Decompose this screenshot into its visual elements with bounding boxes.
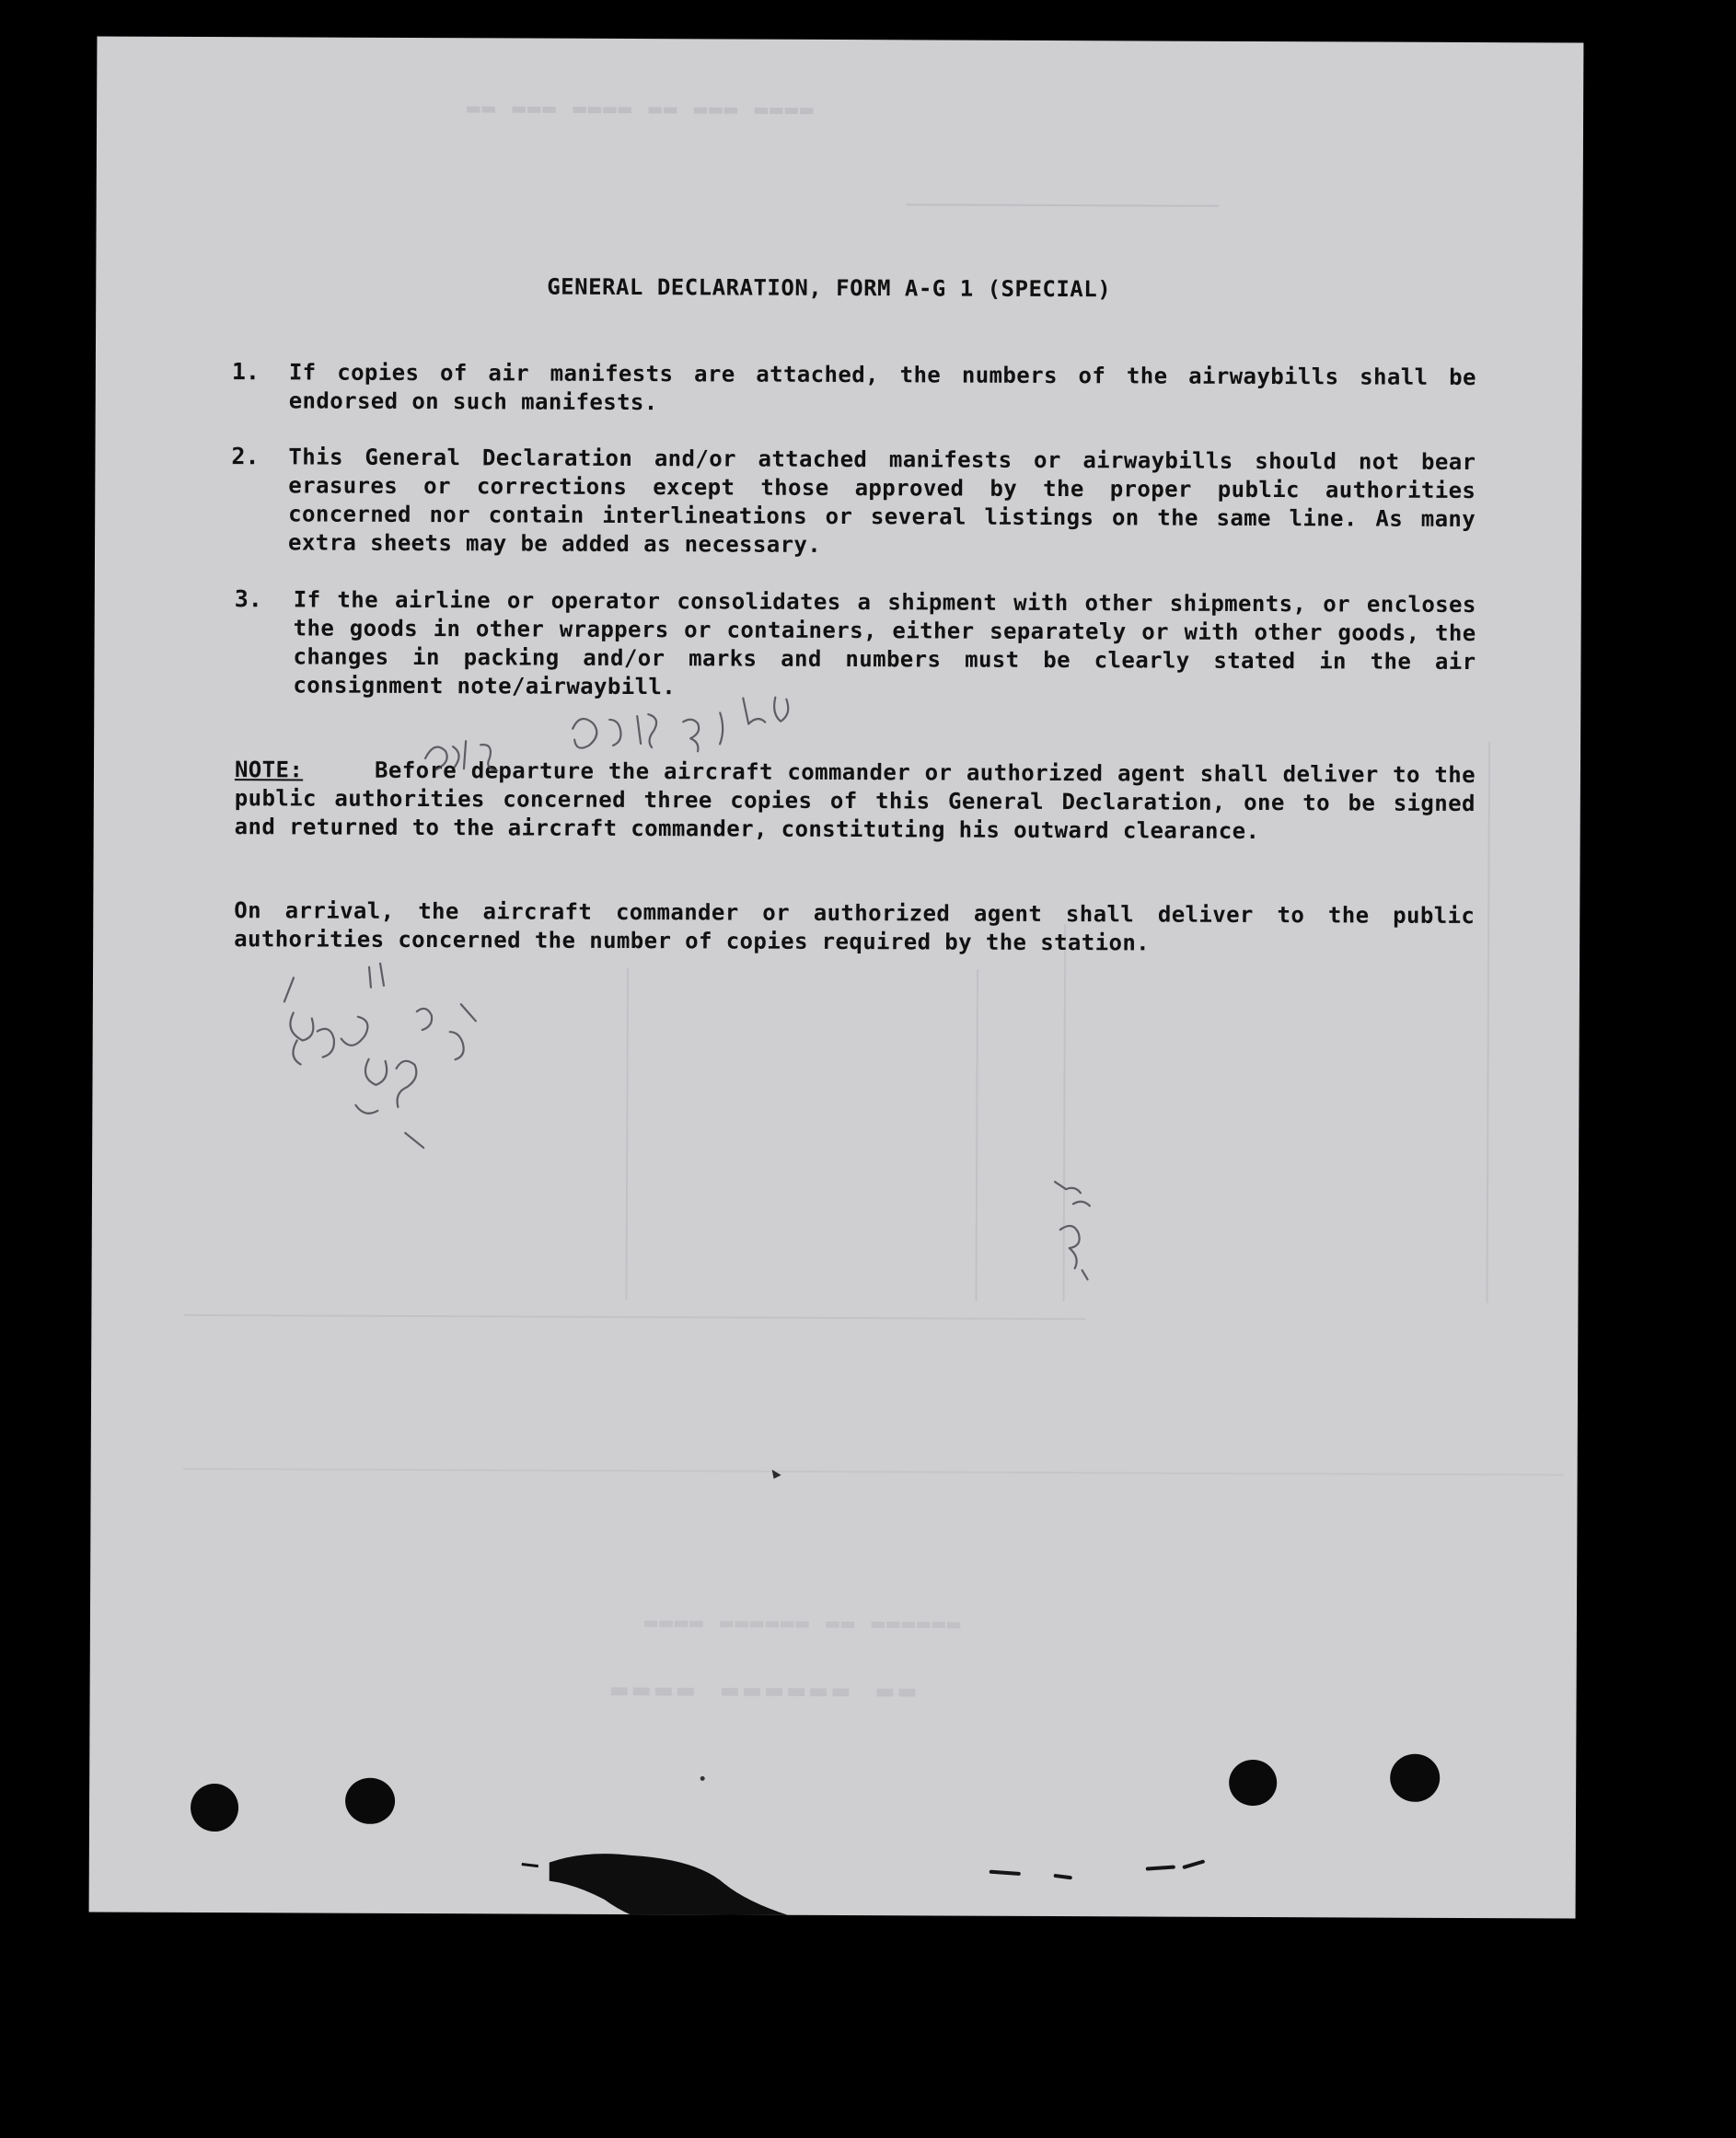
bleed-through-text: ▬▬ ▬▬▬▬▬▬ ▬▬▬▬ bbox=[605, 1676, 916, 1711]
page-title: GENERAL DECLARATION, FORM A-G 1 (SPECIAL) bbox=[547, 273, 1112, 303]
bleed-through-rule bbox=[183, 1468, 1564, 1476]
bleed-through-text: ▬▬▬▬ ▬▬▬ ▬▬ ▬▬▬▬ ▬▬▬ ▬▬ bbox=[465, 95, 814, 122]
bleed-through-rule bbox=[975, 970, 978, 1301]
arrival-paragraph: On arrival, the aircraft commander or authorized agent shall deliver to the public authorities concerned the number of copies required by the station. bbox=[234, 897, 1476, 956]
item-text: If copies of air manifests are attached, the numbers of the airwaybills shall be endorsed on such manifests. bbox=[288, 359, 1476, 416]
punch-hole bbox=[345, 1778, 395, 1824]
bleed-through-rule bbox=[907, 203, 1220, 206]
bleed-through-rule bbox=[183, 1314, 1085, 1320]
punch-hole bbox=[1229, 1760, 1277, 1806]
bleed-through-rule bbox=[1062, 924, 1066, 1301]
note-text: Before departure the aircraft commander or authorized agent shall deliver to the public authorities concerned three copies of this General Declaration, one to be signed and returned to the aircraft commander, constituting his outward clearance. bbox=[234, 757, 1476, 845]
bleed-through-text: ▬▬▬▬▬▬ ▬▬ ▬▬▬▬▬▬ ▬▬▬▬ bbox=[642, 1612, 961, 1640]
item-number: 1. bbox=[231, 358, 260, 386]
punch-hole bbox=[1390, 1754, 1440, 1802]
item-number: 2. bbox=[231, 443, 260, 470]
bleed-through-rule bbox=[1486, 742, 1490, 1303]
punch-hole bbox=[191, 1784, 238, 1832]
item-number: 3. bbox=[234, 585, 262, 613]
bleed-through-rule bbox=[625, 968, 629, 1300]
note-paragraph bbox=[235, 756, 1476, 847]
document-page bbox=[89, 36, 1584, 1918]
note-label: NOTE: bbox=[234, 757, 304, 783]
item-text: This General Declaration and/or attached manifests or airwaybills should not bear erasures or corrections except those approved by the proper public authorities concerned nor contain interlineations or several listings on the same line. As many extra sheets may be added as necessary. bbox=[287, 444, 1476, 558]
item-text: If the airline or operator consolidates a shipment with other shipments, or encloses the goods in other wrappers or containers, either separately or with other goods, the changes in packing and/or marks and numbers must be clearly stated in the air consignment note/airwaybill. bbox=[293, 586, 1476, 700]
